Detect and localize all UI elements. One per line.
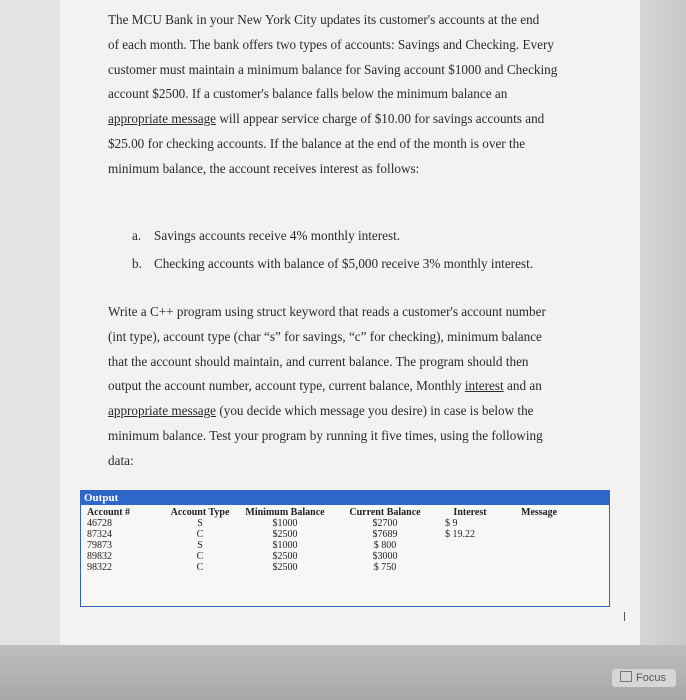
text-line: Write a C++ program using struct keyword that reads a customer's account number	[108, 304, 546, 319]
text-cursor	[624, 612, 625, 621]
text-line: that the account should maintain, and current balance. The program should then	[108, 353, 529, 369]
output-table	[80, 490, 610, 607]
column-header: Account #	[87, 507, 131, 518]
list-item-text: Checking accounts with balance of $5,000 receive 3% monthly interest.	[154, 256, 534, 271]
table-cell: $ 9	[445, 518, 458, 529]
table-cell: 79873	[87, 540, 112, 551]
focus-icon	[620, 671, 632, 682]
table-cell: 87324	[87, 529, 112, 540]
focus-button[interactable]	[612, 669, 676, 687]
focus-label: Focus	[636, 672, 666, 684]
column-header: Message	[521, 507, 558, 518]
table-cell: $ 800	[373, 540, 397, 551]
table-cell: C	[196, 551, 204, 562]
underlined-phrase: appropriate message	[108, 111, 217, 127]
problem-paragraph-2	[108, 300, 596, 474]
text-line: appropriate message will appear service charge of $10.00 for savings accounts and	[108, 111, 545, 127]
type-column	[155, 507, 245, 573]
account-column	[87, 507, 130, 573]
message-column	[521, 507, 557, 518]
table-cell: $2500	[272, 551, 298, 562]
list-marker: a.	[132, 228, 142, 243]
list-item	[132, 222, 602, 250]
text-line: data:	[108, 452, 134, 468]
problem-paragraph-1	[108, 8, 596, 182]
table-cell: S	[197, 518, 203, 529]
interest-rules-list	[132, 222, 602, 278]
table-cell: 89832	[87, 551, 112, 562]
column-header: Account Type	[170, 507, 230, 518]
table-cell: $ 19.22	[445, 529, 475, 540]
table-cell: $2500	[272, 562, 298, 573]
text-line: of each month. The bank offers two types of accounts: Savings and Checking. Every	[108, 36, 554, 52]
bottom-toolbar	[0, 645, 686, 700]
text-line: output the account number, account type, current balance, Monthly interest and an	[108, 378, 542, 394]
table-cell: $3000	[372, 551, 398, 562]
table-cell: $7689	[372, 529, 398, 540]
text-line: minimum balance, the account receives interest as follows:	[108, 160, 420, 176]
table-cell: C	[196, 529, 204, 540]
table-cell: $1000	[272, 540, 298, 551]
text-line: The MCU Bank in your New York City updates its customer's accounts at the end	[108, 12, 540, 27]
list-item-text: Savings accounts receive 4% monthly interest.	[154, 228, 401, 243]
page-edge-shadow	[640, 0, 686, 645]
table-cell: 98322	[87, 562, 112, 573]
text-line: appropriate message (you decide which message you desire) in case is below the	[108, 403, 534, 419]
table-cell: $1000	[272, 518, 298, 529]
text-line: customer must maintain a minimum balance for Saving account $1000 and Checking	[108, 61, 558, 77]
table-cell: $2700	[372, 518, 398, 529]
table-cell: $ 750	[373, 562, 397, 573]
current-balance-column	[337, 507, 433, 573]
column-header: Interest	[453, 507, 487, 518]
text-line: $25.00 for checking accounts. If the balance at the end of the month is over the	[108, 135, 526, 151]
column-header: Minimum Balance	[245, 507, 325, 518]
list-item	[132, 250, 602, 278]
text-line: (int type), account type (char “s” for savings, “c” for checking), minimum balance	[108, 328, 542, 344]
underlined-phrase: appropriate message	[108, 403, 217, 419]
list-marker: b.	[132, 256, 142, 271]
interest-column	[445, 507, 495, 540]
table-cell: S	[197, 540, 203, 551]
output-title: Output	[81, 491, 609, 505]
table-cell: C	[196, 562, 204, 573]
underlined-word: interest	[464, 378, 504, 394]
text-line: minimum balance. Test your program by running it five times, using the following	[108, 427, 543, 443]
table-cell: 46728	[87, 518, 112, 529]
text-line: account $2500. If a customer's balance falls below the minimum balance an	[108, 86, 508, 102]
min-balance-column	[233, 507, 337, 573]
table-cell: $2500	[272, 529, 298, 540]
column-header: Current Balance	[349, 507, 421, 518]
